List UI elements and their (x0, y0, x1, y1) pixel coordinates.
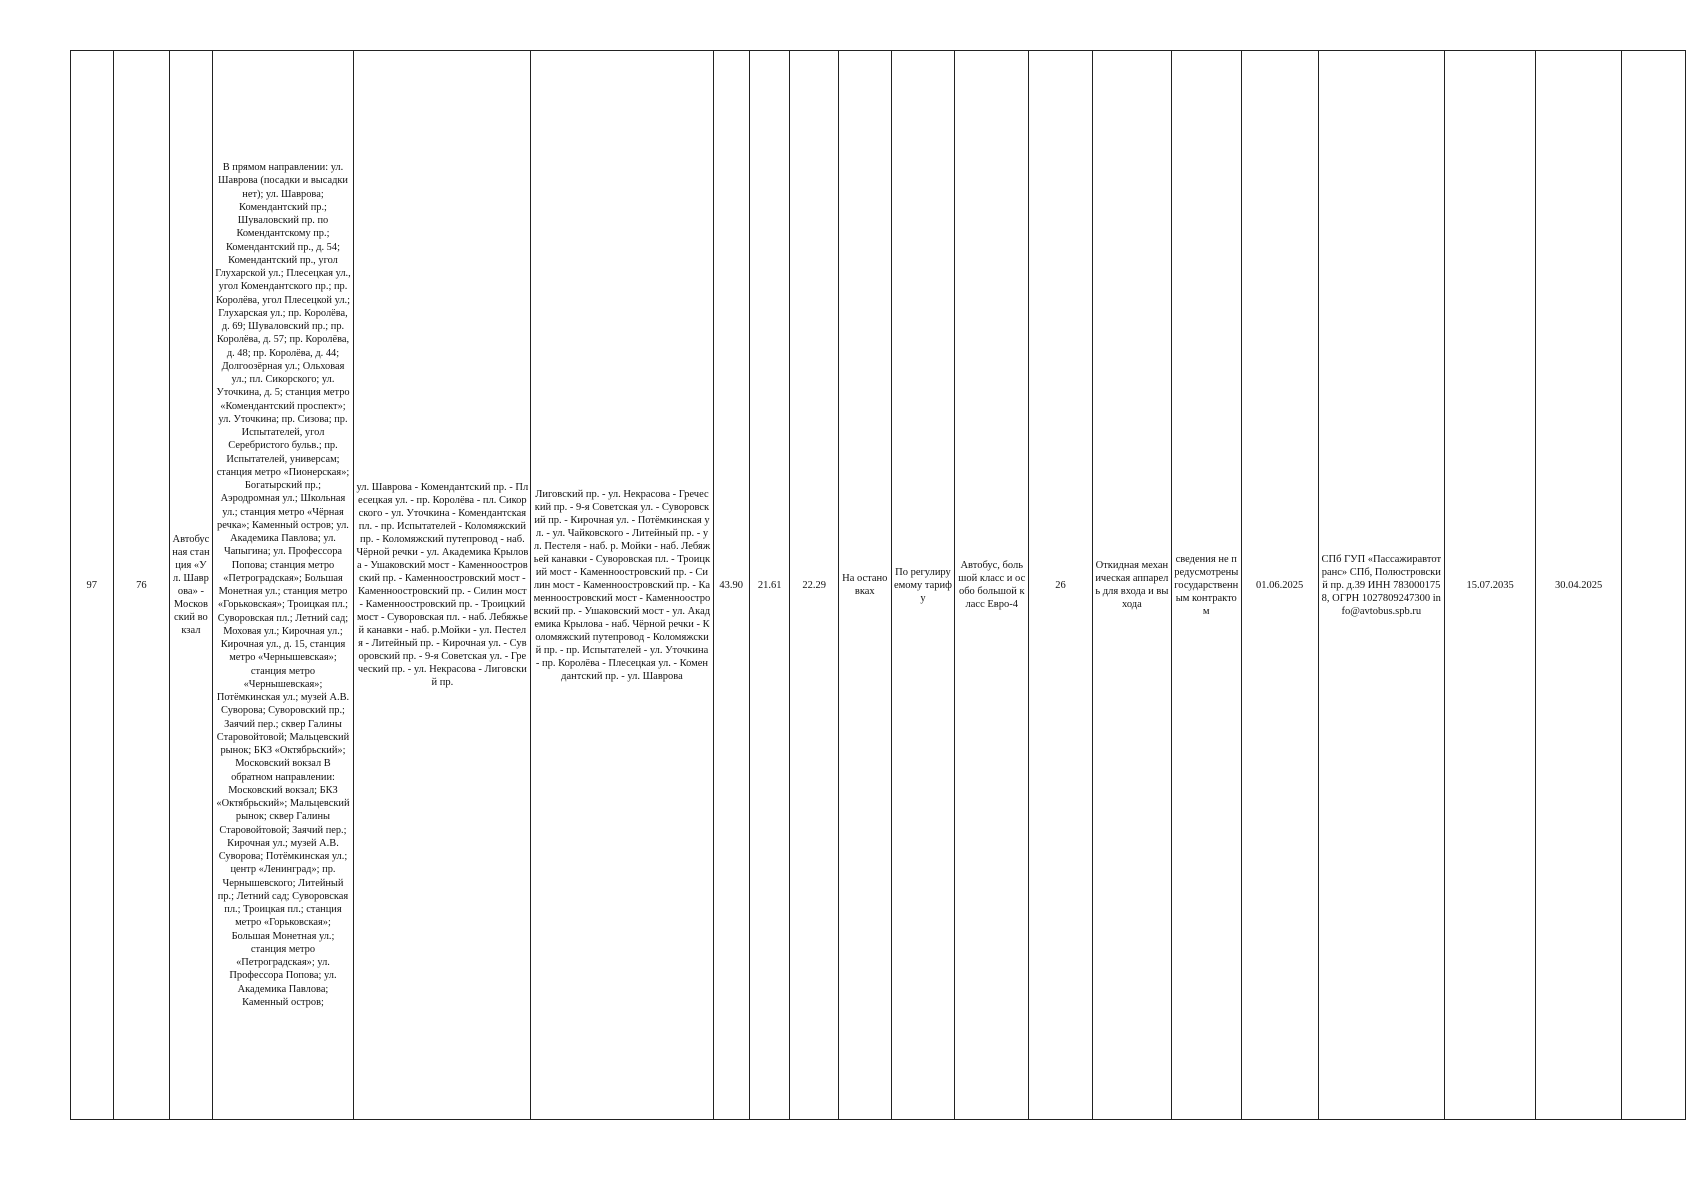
route-number-cell (113, 51, 170, 1120)
vehicle-count-cell (1029, 51, 1093, 1120)
route-name-cell (170, 51, 213, 1120)
length-total: 22.29 (802, 579, 827, 591)
route-number: 76 (136, 579, 147, 591)
routes-table (70, 50, 1686, 1120)
stop-order-cell (838, 51, 891, 1120)
vehicle-count: 26 (1055, 579, 1066, 591)
length-forward-cell (713, 51, 749, 1120)
reg-number-cell (71, 51, 114, 1120)
extra-cell (1622, 51, 1686, 1120)
start-date: 01.06.2025 (1255, 579, 1304, 591)
equipment: Откидная механическая аппарель для входа и выхода (1095, 560, 1169, 610)
streets-forward-cell (354, 51, 531, 1120)
route-name: Автобусная станция «Ул. Шаврова» - Московский вокзал (172, 534, 210, 636)
contract-info-cell (1171, 51, 1241, 1120)
contract-info: сведения не предусмотрены государственным контрактом (1174, 553, 1239, 617)
start-date-cell (1241, 51, 1318, 1120)
stop-order: На остановках (842, 573, 888, 597)
carrier-info: СПб ГУП «Пассажиравтотранс» СПб, Полюстровский пр. д.39 ИНН 7830001758, ОГРН 1027809247300 info@avtobus.spb.ru (1321, 553, 1442, 617)
date-b-cell (1536, 51, 1622, 1120)
tariff-cell (891, 51, 955, 1120)
carrier-cell (1318, 51, 1444, 1120)
reg-number: 97 (86, 579, 97, 591)
length-backward-cell (749, 51, 789, 1120)
vehicle-type: Автобус, большой класс и особо большой класс Евро-4 (958, 560, 1026, 610)
stops-cell (212, 51, 354, 1120)
equipment-cell (1092, 51, 1171, 1120)
length-total-cell (790, 51, 839, 1120)
table-row (71, 51, 1686, 1120)
date-a: 15.07.2035 (1466, 579, 1514, 591)
length-forward: 43.90 (719, 579, 744, 591)
length-backward: 21.61 (757, 579, 782, 591)
stops-list: В прямом направлении: ул. Шаврова (посадки и высадки нет); ул. Шаврова; Комендантский пр.; Шуваловский пр. по Комендантскому пр.; Комендантский пр., д. 54; Комендантский пр., угол Глухарской ул.; Плесецкая ул., угол Комендантского пр.; пр. Королёва, угол Плесецкой ул.; Глухарская ул.; пр. Королёва, д. 69; Шуваловский пр.; пр. Королёва, д. 57; пр. Королёва, д. 48; пр. Королёва, д. 44; Долгоозёрная ул.; Ольховая ул.; пл. Сикорского; ул. Уточкина, д. 5; станция метро «Комендантский проспект»; ул. Уточкина; пр. Сизова; пр. Испытателей, угол Серебристого бульв.; пр. Испытателей, универсам; станция метро «Пионерская»; Богатырский пр.; Аэродромная ул.; Школьная ул.; станция метро «Чёрная речка»; Каменный остров; ул. Академика Павлова; ул. Чапыгина; ул. Профессора Попова; станция метро «Петроградская»; Большая Монетная ул.; станция метро «Горьковская»; Троицкая пл.; Суворовская пл.; Летний сад; Моховая ул.; Кирочная ул.; Кирочная ул., д. 15, станция метро «Чернышевская»; станция метро «Чернышевская»; Потёмкинская ул.; музей А.В. Суворова; Суворовский пр.; Заячий пер.; сквер Галины Старовойтовой; Мальцевский рынок; БКЗ «Октябрьский»; Московский вокзал В обратном направлении: Московский вокзал; БКЗ «Октябрьский»; Мальцевский рынок; сквер Галины Старовойтовой; Заячий пер.; Кирочная ул.; музей А.В. Суворова; Потёмкинская ул.; центр «Ленинград»; пр. Чернышевского; Литейный пр.; Летний сад; Суворовская пл.; Троицкая пл.; станция метро «Горьковская»; Большая Монетная ул.; станция метро «Петроградская»; ул. Профессора Попова; ул. Академика Павлова; Каменный остров; (215, 162, 351, 1008)
streets-forward: ул. Шаврова - Комендантский пр. - Плесецкая ул. - пр. Королёва - пл. Сикорского - ул. Уточкина - Комендантская пл. - пр. Испытателей - Коломяжский пр. - Коломяжский путепровод - наб. Чёрной речки - ул. Академика Крылова - Ушаковский мост - Каменноостровский пр. - Каменноостровский мост - Каменноостровский пр. - Силин мост - Каменноостровский пр. - Троицкий мост - Суворовская пл. - наб. Лебяжьей канавки - наб. р.Мойки - ул. Пестеля - Литейный пр. - Кирочная ул. - Суворовский пр. - 9-я Советская ул. - Греческий пр. - ул. Некрасова - Лиговский пр. (356, 482, 529, 688)
streets-backward: Лиговский пр. - ул. Некрасова - Греческий пр. - 9-я Советская ул. - Суворовский пр. - Кирочная ул. - Потёмкинская ул. - ул. Чайковского - Литейный пр. - ул. Пестеля - наб. р. Мойки - наб. Лебяжьей канавки - Суворовская пл. - Троицкий мост - Каменноостровский пр. - Силин мост - Каменноостровский пр. - Каменноостровский мост - Каменноостровский пр. - Ушаковский мост - ул. Академика Крылова - наб. Чёрной речки - Коломяжский путепровод - Коломяжский пр. - пр. Испытателей - ул. Уточкина - пр. Королёва - Плесецкая ул. - Комендантский пр. - ул. Шаврова (533, 488, 711, 682)
date-b: 30.04.2025 (1554, 579, 1603, 591)
date-a-cell (1445, 51, 1536, 1120)
vehicle-cell (955, 51, 1029, 1120)
streets-backward-cell (531, 51, 713, 1120)
tariff: По регулируемому тарифу (893, 566, 952, 604)
